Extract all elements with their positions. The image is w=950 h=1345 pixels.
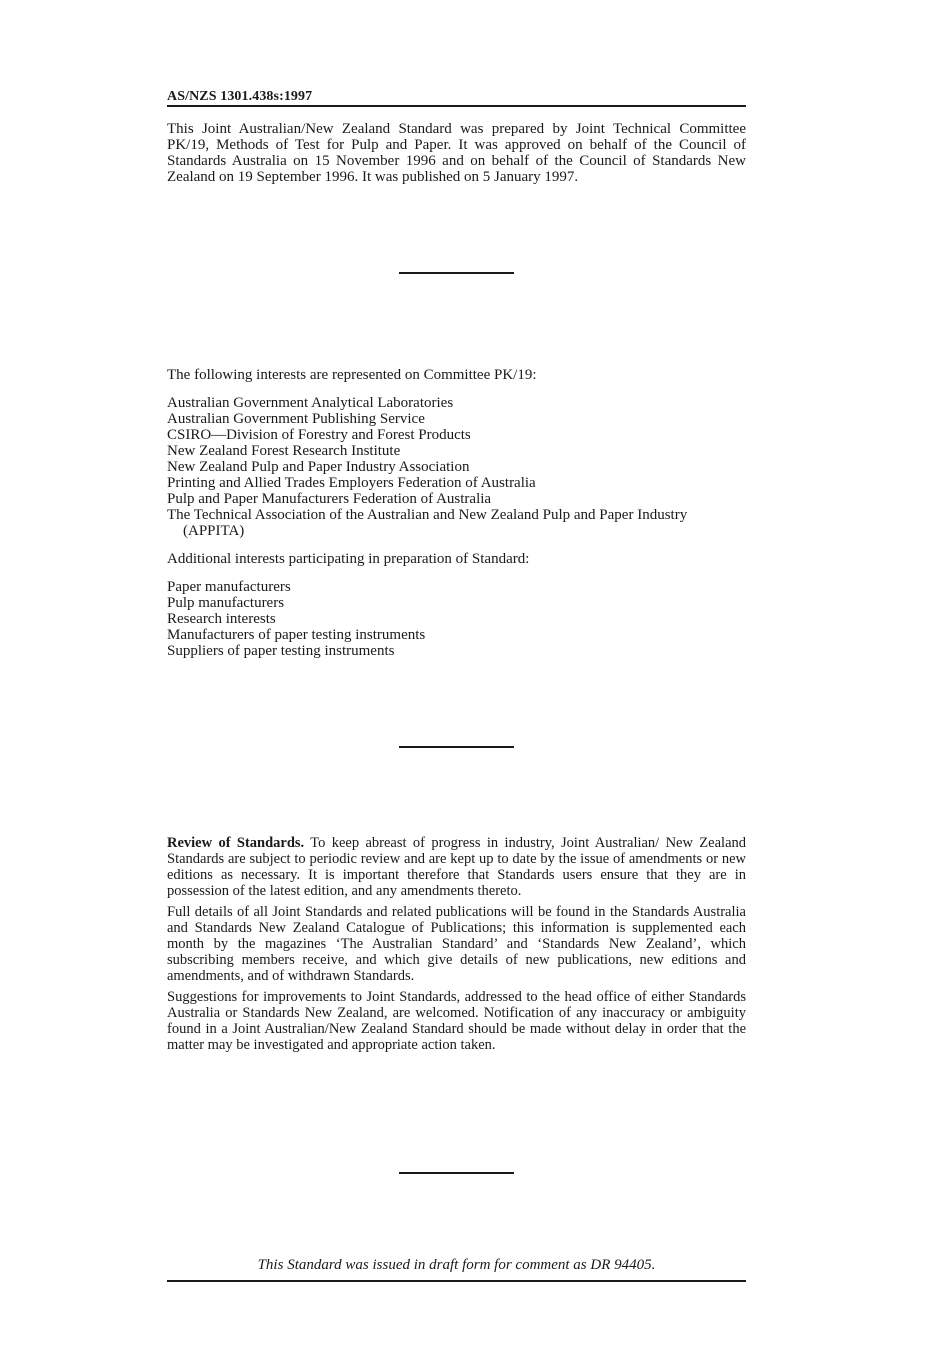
review-section [167,835,746,1058]
list-item: Printing and Allied Trades Employers Federation of Australia [167,475,536,491]
list-item: Australian Government Analytical Laboratories [167,395,454,411]
intro-paragraph: This Joint Australian/New Zealand Standard was prepared by Joint Technical Committee PK/19, Methods of Test for Pulp and Paper. It was approved on behalf of the Council of Standards Australia on 15 November 1996 and on behalf of the Council of Standards New Zealand on 19 September 1996. It was published on 5 January 1997. [167,121,746,185]
additional-interests-list [167,579,746,659]
list-item: New Zealand Forest Research Institute [167,443,401,459]
list-item: New Zealand Pulp and Paper Industry Association [167,459,470,475]
list-item: Pulp manufacturers [167,595,285,611]
list-item: The Technical Association of the Australian and New Zealand Pulp and Paper Industry (APPITA) [167,507,688,539]
list-item: Paper manufacturers [167,579,291,595]
footer-rule [167,1280,746,1282]
header-rule [167,105,746,107]
list-item: Research interests [167,611,276,627]
additional-interests-heading: Additional interests participating in preparation of Standard: [167,551,530,567]
section-divider [399,746,514,748]
committee-heading: The following interests are represented on Committee PK/19: [167,367,537,383]
list-item: CSIRO—Division of Forestry and Forest Products [167,427,471,443]
committee-section [167,367,746,659]
section-divider [399,1172,514,1174]
list-item: Pulp and Paper Manufacturers Federation of Australia [167,491,492,507]
list-item: Australian Government Publishing Service [167,411,425,427]
review-lead: Review of Standards. [167,835,305,851]
committee-interests-list [167,395,746,539]
list-item: Manufacturers of paper testing instruments [167,627,426,643]
review-paragraph-2: Full details of all Joint Standards and related publications will be found in the Standards Australia and Standards New Zealand Catalogue of Publications; this information is supplemented each month by the magazines ‘The Australian Standard’ and ‘Standards New Zealand’, which subscribing members receive, and which give details of new publications, new editions and amendments, and of withdrawn Standards. [167,904,746,984]
draft-note: This Standard was issued in draft form for comment as DR 94405. [257,1257,656,1273]
document-page [167,0,746,1345]
review-paragraph-1 [167,835,746,899]
standard-identifier: AS/NZS 1301.438s:1997 [167,89,313,104]
section-divider [399,272,514,274]
list-item: Suppliers of paper testing instruments [167,643,395,659]
review-paragraph-3: Suggestions for improvements to Joint Standards, addressed to the head office of either Standards Australia or Standards New Zealand, are welcomed. Notification of any inaccuracy or ambiguity found in a Joint Australian/New Zealand Standard should be made without delay in order that the matter may be investigated and appropriate action taken. [167,989,746,1053]
review-text: To keep abreast of progress in industry, Joint Australian/ New Zealand Standards are subject to periodic review and are kept up to date by the issue of amendments or new editions as necessary. It is important therefore that Standards users ensure that they are in possession of the latest edition, and any amendments thereto. [167,835,747,899]
